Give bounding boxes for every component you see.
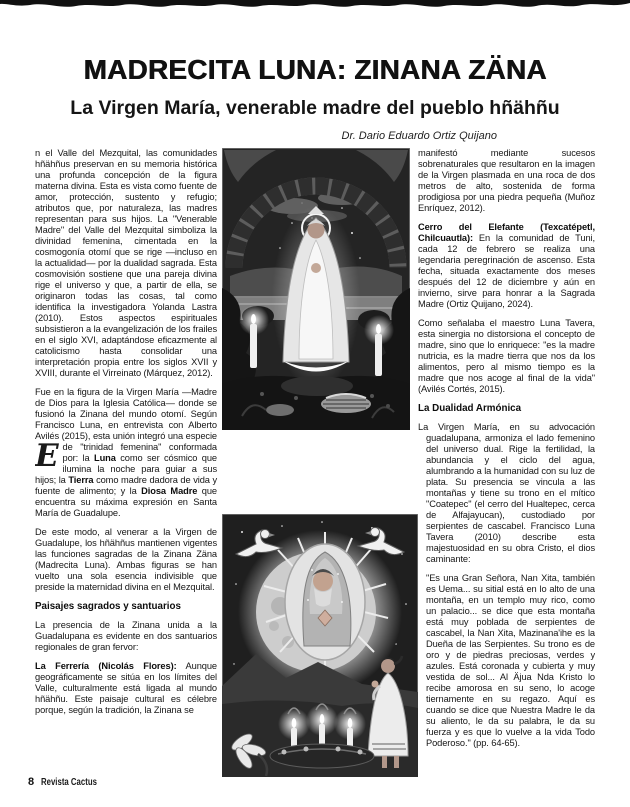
- page-number: 8: [28, 776, 35, 788]
- paragraph-luna-tavera: Como señalaba el maestro Luna Tavera, esta sinergia no distorsiona el concepto de madre, sino que lo enriquece: "es la madre nutricia, es la madre tierra que nos da los alimentos, pero al mismo tiempo es la madre que nos acoge al final de la vida" (Avilés Cortés, 2015).: [418, 318, 595, 394]
- article-author: Dr. Dario Eduardo Ortiz Quijano: [341, 130, 497, 142]
- article-subtitle: La Virgen María, venerable madre del pueblo hñähñu: [70, 97, 560, 119]
- offerings: [222, 376, 410, 430]
- paragraph-la-ferreria: La Ferrería (Nicolás Flores): Aunque geográficamente se sitúa en los límites del Valle, culturalmente está ligada al mundo hñähñu. Este paisaje cultural es célebre porque, según la tradición, la Zinana se: [35, 661, 217, 715]
- paragraph-santuarios: La presencia de la Zinana unida a la Guadalupana es evidente en dos santuarios regionales de gran fervor:: [35, 620, 217, 652]
- altar-candles: [270, 704, 374, 768]
- virgin-figure: [272, 206, 360, 390]
- page-footer: [28, 776, 113, 788]
- magazine-name: Revista Cactus: [41, 777, 98, 788]
- section-heading-paisajes: Paisajes sagrados y santuarios: [35, 601, 181, 612]
- torn-edge-decoration: [0, 0, 630, 9]
- article-title: MADRECITA LUNA: ZINANA ZÄNA: [83, 54, 547, 85]
- drop-cap: E: [35, 438, 59, 474]
- paragraph-zinana-zana: De este modo, al venerar a la Virgen de Guadalupe, los hñähñus mantienen vigentes las funciones sagradas de la Zinana Zäna (Madrecita Luna). Ambas figuras se han vuelto una sola esencia indivisible que preside la maternidad divina en el Mezquital.: [35, 527, 217, 592]
- guadalupe-moon-image: [222, 514, 418, 777]
- mural-virgin-image: [222, 148, 410, 430]
- paragraph-advocacion: La Virgen María, en su advocación guadalupana, armoniza el lado femenino del universo dual. Rige la fertilidad, la abundancia y el ciclo del agua, alumbrando a la humanidad con su luz de plata. Su presencia se vincula a las montañas y tiene su trono en el mítico "Coatepec" (el cerro del Hualtepec, cerca de Alfajayucan), custodiado por serpientes de cascabel. Francisco Luna Tavera (2010) describe esta majestuosidad en su obra Cristo, el dios caminante:: [418, 422, 595, 564]
- paragraph-cerro-elefante: Cerro del Elefante (Texcatépetl, Chilcuautla): En la comunidad de Tuni, cada 12 de febrero se realiza una legendaria peregrinación de ascenso. Esta fecha, situada exactamente dos meses después del 12 de diciembre y aún en invierno, sirve para honrar a la Sagrada Madre (Ortiz Quijano, 2024).: [418, 222, 595, 309]
- paragraph-manifestacion: manifestó mediante sucesos sobrenaturales que resultaron en la imagen de la Virgen plasmada en una roca de dos metros de alto, sostenida de forma prodigiosa por una piedra pequeña (Muñoz Enríquez, 2012).: [418, 148, 595, 213]
- paragraph-cita-nan-xita: "Es una Gran Señora, Nan Xita, también es Uema... su sitial está en lo alto de una montaña, en un templo muy rico, como un palacio... se dice que esta montaña está muy poblada de serpientes de cascabel, la Nan Xita, Mazinana'ihe es la Dueña de las Serpientes. Su trono es de oro y de piedras preciosas, verdes y azules. Está coronada y cubierta y muy vestida de sol... Al Äjua Nda Kristo lo recibe amorosa en su seno, lo acoge tiernamente en su regazo. Aquí es cuando se dice que Nuestra Madre le da su aliento, le da su palabra, le da su fuerza y es que lo vuelve a la vida Todo Poderoso." (pp. 64-65).: [426, 573, 595, 748]
- paragraph-text: n el Valle del Mezquital, las comunidades hñähñus preservan en su memoria histórica una profunda concepción de la figura materna divina. Esta es vista como fuente de amor, protección, sustento y refugio; atributos que, por naturaleza, las madres representan para sus hijos. La "Venerable Madre" del Valle del Mezquital simboliza la divinidad femenina, cimentada en la cosmogonía otomí que se rige —incluso en la actualidad— por la dualidad sagrada. Esta cosmovisión sostiene que una pareja divina rige el universo y que, a partir de ella, se originaron todas las cosas, tal como identifica la investigadora Yolanda Lastra (2010). Estos aspectos espirituales subsistieron a la evangelización de los frailes en el siglo XVI, adaptándose eficazmente al catolicismo hasta consolidar una interpretación propia entre los siglos XVII y XVIII, durante el Virreinato (Márquez, 2012).: [35, 148, 217, 378]
- paragraph-trinidad: Fue en la figura de la Virgen María —Madre de Dios para la Iglesia Católica— donde se fusionó la Zinana del mundo otomí. Según Francisco Luna, en entrevista con Alberto Avilés (2015), esta unión integró una especie de "trinidad femenina" conformada por: la Luna como ser cósmico que ilumina la noche para guiar a sus hijos; la Tierra como madre dadora de vida y fuente de alimento; y la Diosa Madre que encuentra su máxima expresión en Santa María de Guadalupe.: [35, 387, 218, 518]
- section-heading-dualidad: La Dualidad Armónica: [418, 403, 522, 414]
